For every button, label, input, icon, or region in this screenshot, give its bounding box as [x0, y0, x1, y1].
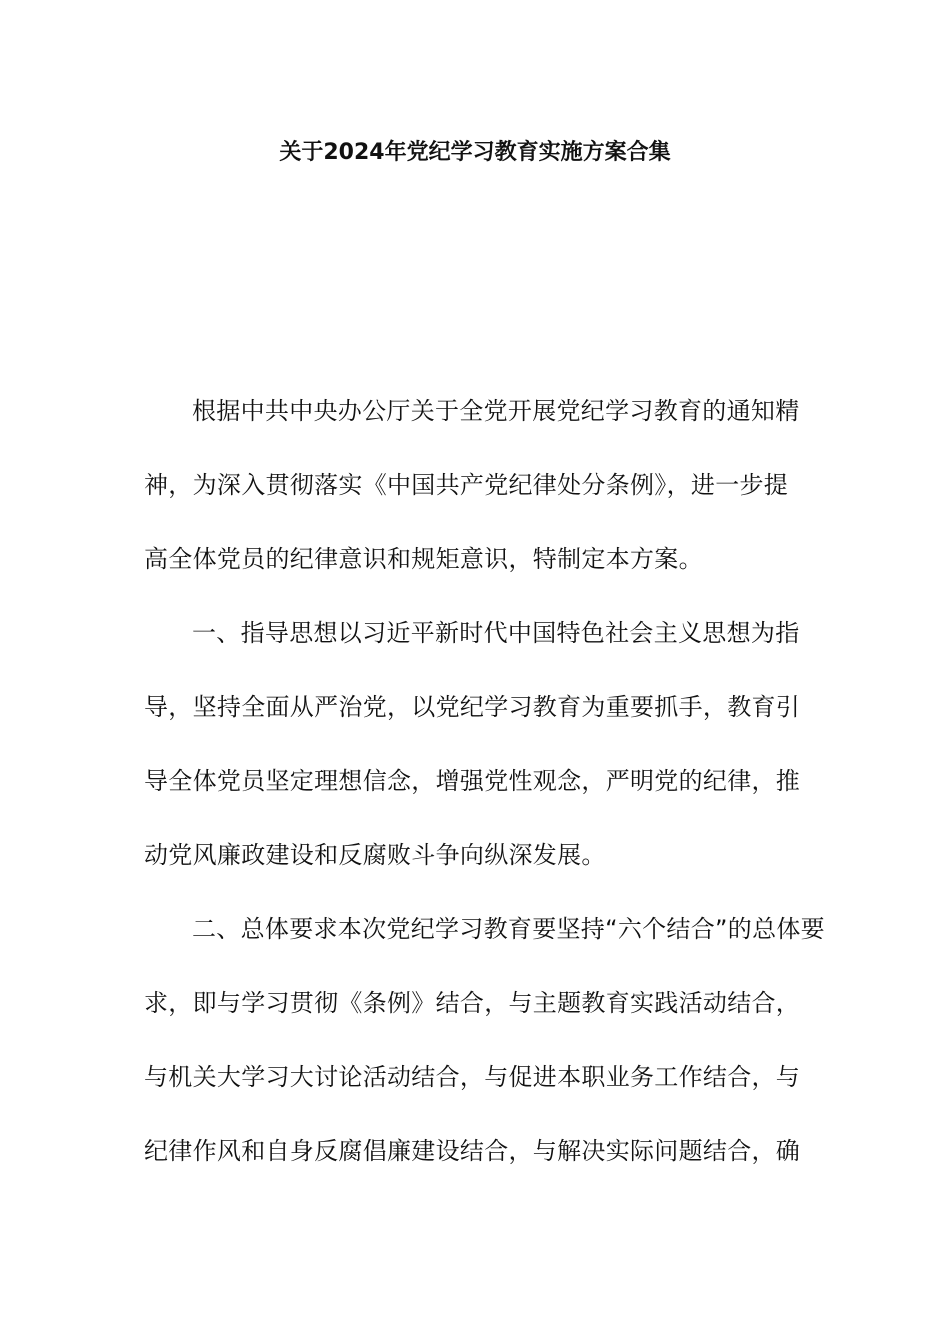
- paragraph-line: 导，坚持全面从严治党，以党纪学习教育为重要抓手，教育引: [144, 693, 801, 721]
- paragraph-line: 根据中共中央办公厅关于全党开展党纪学习教育的通知精: [192, 397, 800, 425]
- paragraph-line: 纪律作风和自身反腐倡廉建设结合，与解决实际问题结合，确: [144, 1137, 801, 1165]
- paragraph-line: 与机关大学习大讨论活动结合，与促进本职业务工作结合，与: [144, 1063, 801, 1091]
- paragraph-line: 高全体党员的纪律意识和规矩意识，特制定本方案。: [144, 545, 703, 573]
- document-title: 关于2024年党纪学习教育实施方案合集: [279, 140, 671, 165]
- paragraph-line: 二、总体要求本次党纪学习教育要坚持“六个结合”的总体要: [192, 915, 825, 943]
- body-text: [144, 390, 825, 1204]
- paragraph-line: 神，为深入贯彻落实《中国共产党纪律处分条例》，进一步提: [144, 471, 789, 499]
- paragraph-line: 求，即与学习贯彻《条例》结合，与主题教育实践活动结合，: [144, 989, 801, 1017]
- paragraph-line: 一、指导思想以习近平新时代中国特色社会主义思想为指: [192, 619, 800, 647]
- paragraph-line: 导全体党员坚定理想信念，增强党性观念，严明党的纪律，推: [144, 767, 801, 795]
- paragraph-line: 动党风廉政建设和反腐败斗争向纵深发展。: [144, 841, 606, 869]
